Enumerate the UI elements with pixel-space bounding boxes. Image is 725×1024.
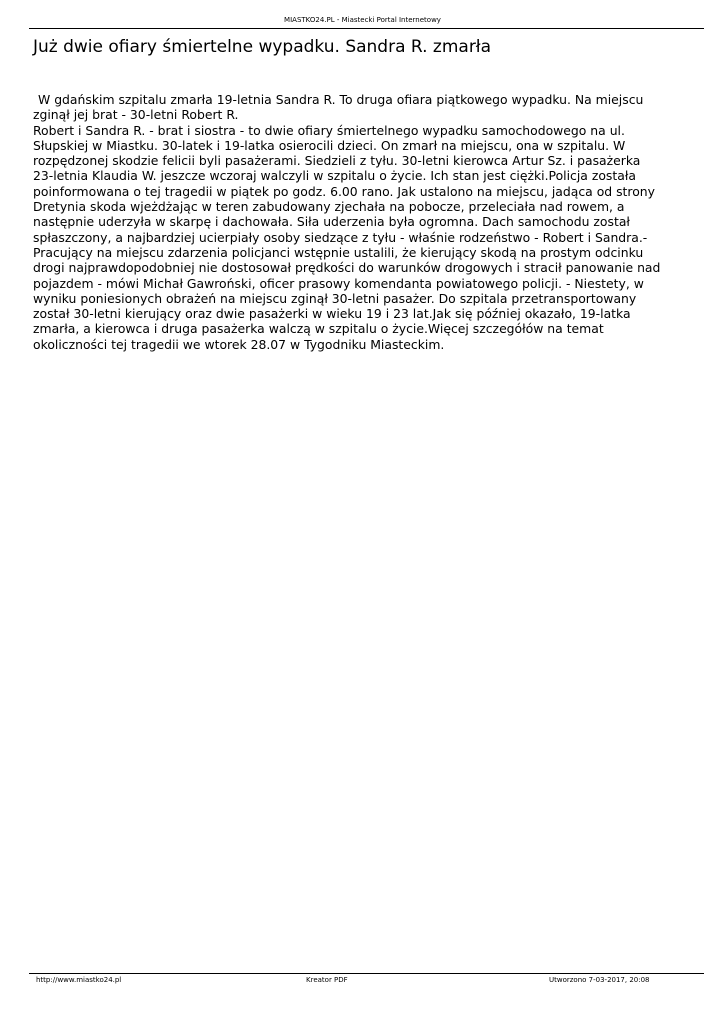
footer-divider [29, 973, 704, 974]
article-lead: W gdańskim szpitalu zmarła 19-letnia Sandra R. To druga ofiara piątkowego wypadku. Na miejscu zginął jej brat - 30-letni Robert R. [33, 92, 644, 123]
article-title: Już dwie ofiary śmiertelne wypadku. Sandra R. zmarła [33, 37, 492, 57]
article-text: Robert i Sandra R. - brat i siostra - to dwie ofiary śmiertelnego wypadku samochodowego na ul. Słupskiej w Miastku. 30-latek i 19-latka osierocili dzieci. On zmarł na miejscu, ona w szpitalu. W rozpędzonej skodzie felicii byli pasażerami. Siedzieli z tyłu. 30-letni kierowca Artur Sz. i pasażerka 23-letnia Klaudia W. jeszcze wczoraj walczyli w szpitalu o życie. Ich stan jest ciężki.Policja została poinformowana o tej tragedii w piątek po godz. 6.00 rano. Jak ustalono na miejscu, jadąca od strony Dretynia skoda wjeżdżając w teren zabudowany zjechała na pobocze, przeleciała nad rowem, a następnie uderzyła w skarpę i dachowała. Siła uderzenia była ogromna. Dach samochodu został spłaszczony, a najbardziej ucierpiały osoby siedzące z tyłu - właśnie rodzeństwo - Robert i Sandra.- Pracujący na miejscu zdarzenia policjanci wstępnie ustalili, że kierujący skodą na prostym odcinku drogi najprawdopodobniej nie dostosował prędkości do warunków drogowych i stracił panowanie nad pojazdem - mówi Michał Gawroński, oficer prasowy komendanta powiatowego policji. - Niestety, w wyniku poniesionych obrażeń na miejscu zginął 30-letni pasażer. Do szpitala przetransportowany został 30-letni kierujący oraz dwie pasażerki w wieku 19 i 23 lat.Jak się później okazało, 19-latka zmarła, a kierowca i druga pasażerka walczą w szpitalu o życie.Więcej szczegółów na temat okoliczności tej tragedii we wtorek 28.07 w Tygodniku Miasteckim. [33, 122, 661, 352]
footer-url: http://www.miastko24.pl [36, 976, 122, 984]
footer-created-date: Utworzono 7-03-2017, 20:08 [549, 976, 650, 984]
header-divider [29, 28, 704, 29]
article-body [33, 92, 661, 352]
page-header: MIASTKO24.PL - Miastecki Portal Internetowy [284, 16, 441, 24]
footer-generator: Kreator PDF [306, 976, 348, 984]
